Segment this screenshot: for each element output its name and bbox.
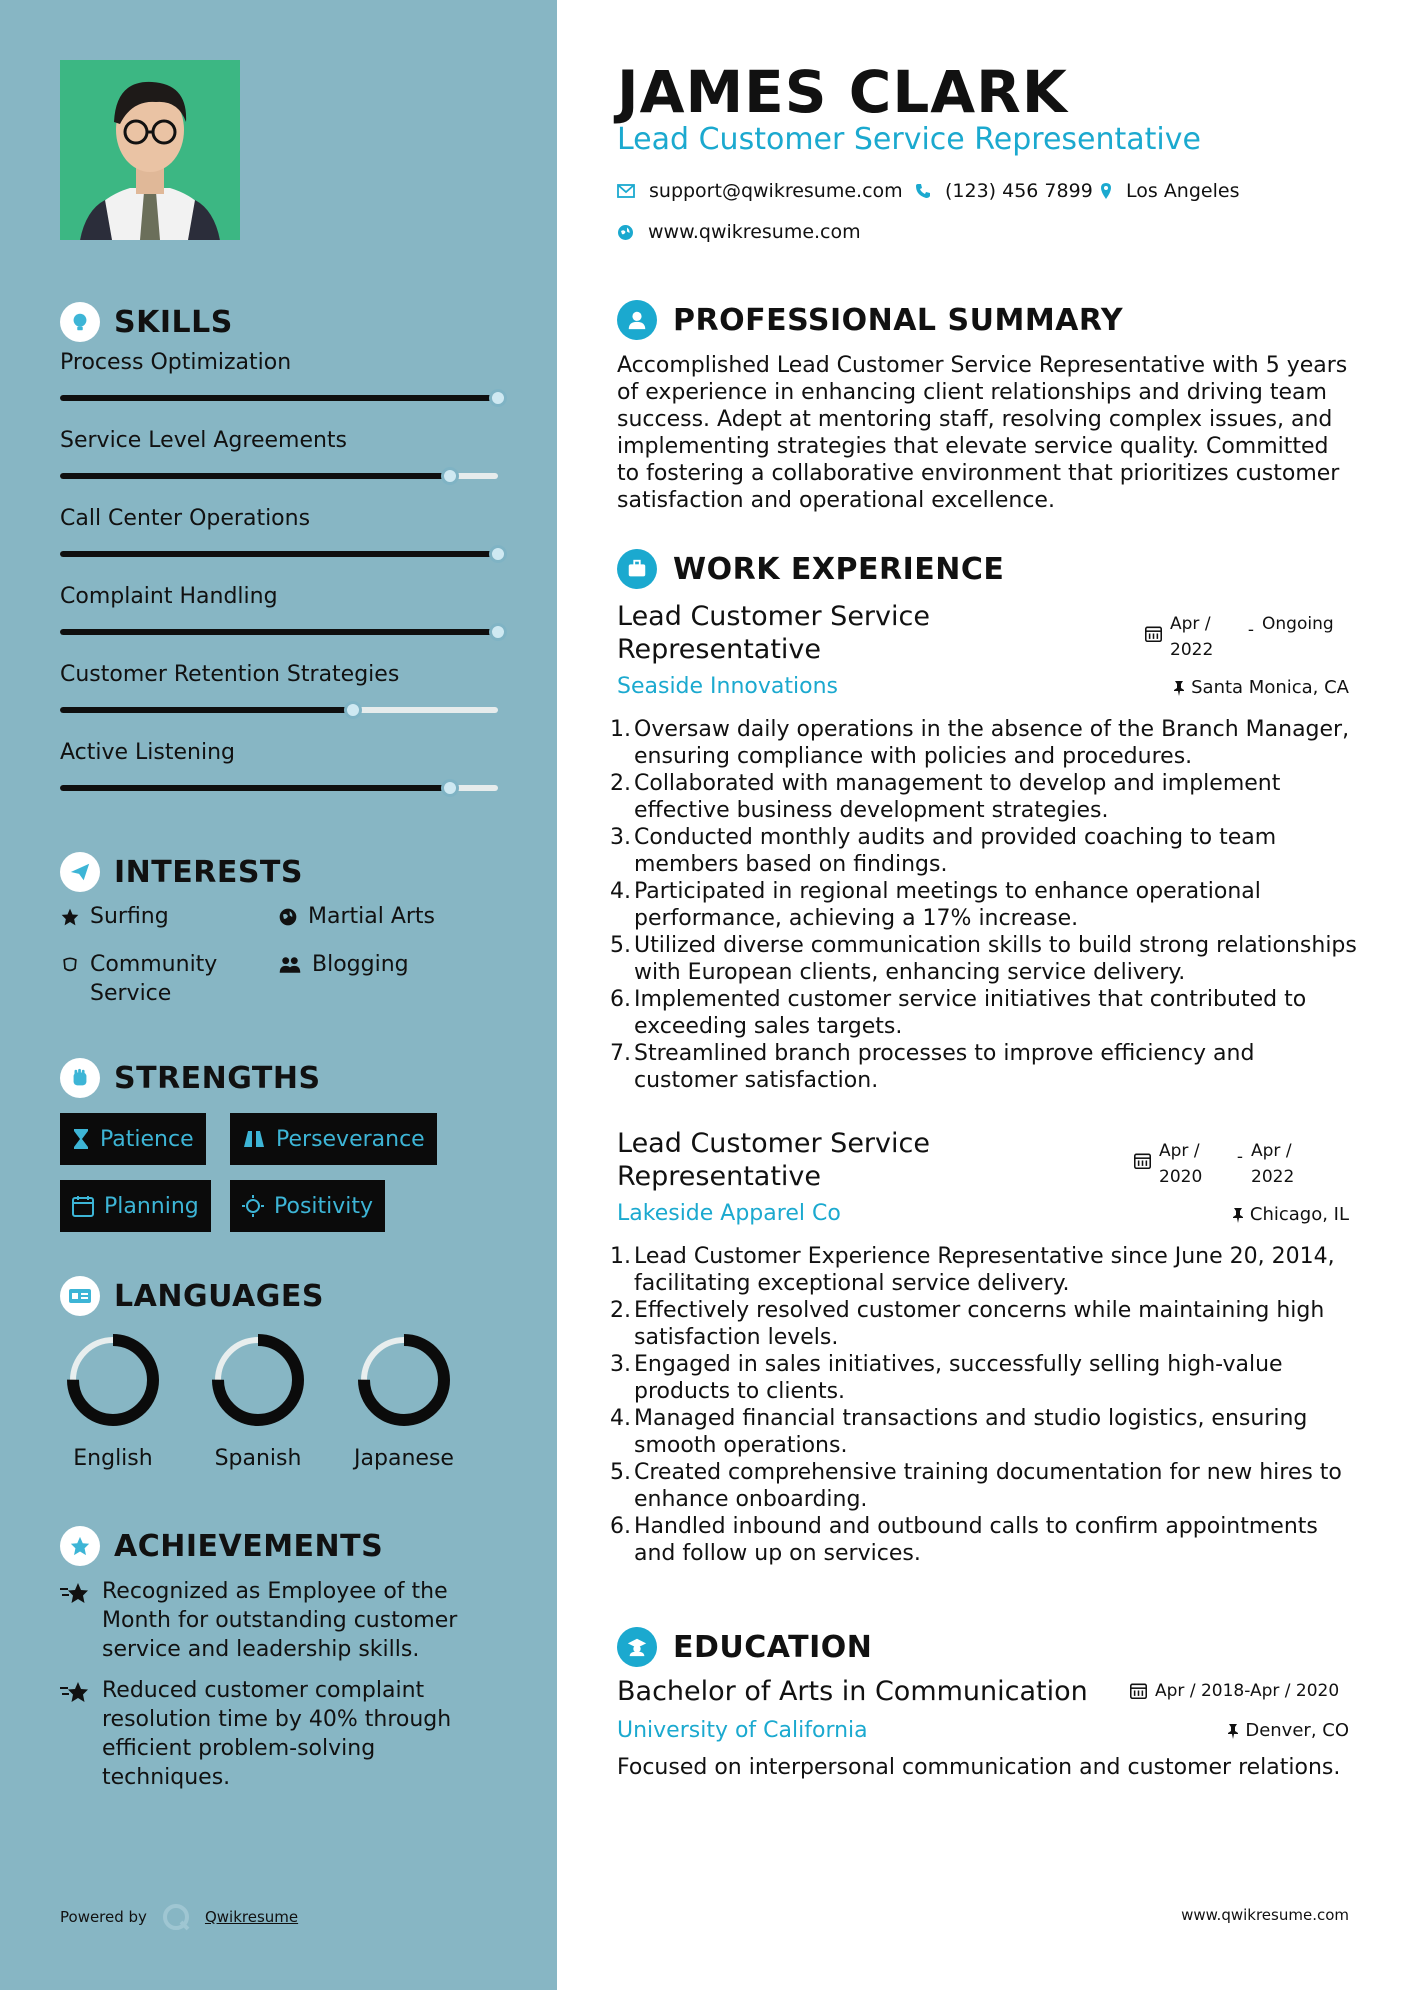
interest-label: Martial Arts bbox=[308, 904, 436, 929]
footer-url[interactable]: www.qwikresume.com bbox=[1181, 1906, 1349, 1924]
location-text: Los Angeles bbox=[1126, 180, 1240, 202]
pushpin-icon bbox=[1173, 680, 1185, 696]
job-bullet: 2. Collaborated with management to develop and implement effective business development strategies. bbox=[610, 771, 1281, 823]
skill-bar-knob bbox=[441, 467, 459, 485]
strength-chip bbox=[230, 1113, 437, 1165]
skill-bar-fill bbox=[60, 707, 353, 713]
phone-text: (123) 456 7899 bbox=[945, 180, 1093, 202]
job-bullet: 4. Participated in regional meetings to enhance operational performance, achieving a 17% increase. bbox=[610, 879, 1261, 931]
job-end: Ongoing bbox=[1262, 614, 1334, 634]
job-location bbox=[1232, 1204, 1349, 1225]
user-icon bbox=[617, 300, 657, 340]
education-location bbox=[1227, 1720, 1349, 1741]
calendar-icon bbox=[72, 1195, 94, 1217]
skill-bar-knob bbox=[441, 779, 459, 797]
skill-bar bbox=[60, 473, 498, 479]
powered-by-label: Powered by bbox=[60, 1908, 147, 1926]
summary-title: PROFESSIONAL SUMMARY bbox=[673, 302, 1124, 338]
company-name: Seaside Innovations bbox=[617, 674, 838, 699]
interests-heading bbox=[60, 852, 303, 892]
strength-label: Patience bbox=[100, 1126, 194, 1152]
interest-item bbox=[60, 950, 240, 1008]
pushpin-icon bbox=[1232, 1207, 1244, 1223]
school-name: University of California bbox=[617, 1718, 868, 1743]
job-bullet: 4. Managed financial transactions and studio logistics, ensuring smooth operations. bbox=[610, 1406, 1308, 1458]
email-text[interactable]: support@qwikresume.com bbox=[649, 180, 903, 202]
interest-item bbox=[60, 902, 169, 931]
paper-plane-icon bbox=[60, 852, 100, 892]
sun-icon bbox=[242, 1195, 264, 1217]
shooting-star-icon bbox=[60, 1581, 92, 1605]
language-label: English bbox=[73, 1446, 153, 1471]
job-bullet: 1. Oversaw daily operations in the absence of the Branch Manager, ensuring compliance with policies and procedures. bbox=[610, 717, 1350, 769]
contact-location bbox=[1100, 180, 1239, 202]
job-location bbox=[1173, 677, 1349, 698]
qwikresume-link[interactable]: Qwikresume bbox=[204, 1908, 299, 1926]
skill-label: Process Optimization bbox=[60, 350, 292, 375]
job-bullet: 5. Utilized diverse communication skills to build strong relationships with European clients, enhancing service delivery. bbox=[610, 933, 1357, 985]
star-badge-icon bbox=[60, 1526, 100, 1566]
company-name: Lakeside Apparel Co bbox=[617, 1201, 841, 1226]
education-description: Focused on interpersonal communication and customer relations. bbox=[617, 1755, 1341, 1780]
job-bullet: 5. Created comprehensive training documentation for new hires to enhance onboarding. bbox=[610, 1460, 1342, 1512]
skill-bar-fill bbox=[60, 473, 450, 479]
skill-bar-fill bbox=[60, 395, 498, 401]
job-bullets bbox=[610, 1243, 1360, 1567]
calendar-icon bbox=[1134, 1152, 1151, 1169]
skill-label: Service Level Agreements bbox=[60, 428, 348, 453]
job-bullet: 6. Handled inbound and outbound calls to confirm appointments and follow up on services. bbox=[610, 1514, 1318, 1566]
language-ring bbox=[354, 1330, 454, 1430]
skill-label: Customer Retention Strategies bbox=[60, 662, 400, 687]
job-bullet: 6. Implemented customer service initiatives that contributed to exceeding sales targets. bbox=[610, 987, 1307, 1039]
briefcase-icon bbox=[617, 549, 657, 589]
achievement-text: Recognized as Employee of the Month for outstanding customer service and leadership skills. bbox=[102, 1579, 458, 1662]
job-bullet: 3. Engaged in sales initiatives, successfully selling high-value products to clients. bbox=[610, 1352, 1283, 1404]
job-bullet: 7. Streamlined branch processes to improve efficiency and customer satisfaction. bbox=[610, 1041, 1255, 1093]
job-bullet: 2. Effectively resolved customer concerns while maintaining high satisfaction levels. bbox=[610, 1298, 1325, 1350]
calendar-icon bbox=[1145, 625, 1162, 642]
hand-icon bbox=[60, 955, 80, 975]
experience-title: WORK EXPERIENCE bbox=[673, 551, 1005, 587]
binoculars-icon bbox=[242, 1129, 266, 1149]
strength-label: Planning bbox=[104, 1193, 199, 1219]
skill-label: Call Center Operations bbox=[60, 506, 311, 531]
map-pin-icon bbox=[1100, 182, 1112, 200]
language-ring bbox=[208, 1330, 308, 1430]
job-start: Apr / 2020 bbox=[1159, 1141, 1203, 1187]
interest-label: Community Service bbox=[90, 952, 218, 1006]
achievement-item bbox=[60, 1676, 500, 1792]
education-location-text: Denver, CO bbox=[1245, 1720, 1349, 1741]
lightbulb-icon bbox=[60, 302, 100, 342]
language-ring bbox=[63, 1330, 163, 1430]
interests-title: INTERESTS bbox=[114, 854, 303, 890]
globe-icon bbox=[278, 907, 298, 927]
calendar-icon bbox=[1130, 1682, 1147, 1699]
users-icon bbox=[278, 955, 302, 975]
shooting-star-icon bbox=[60, 1680, 92, 1704]
education-dates-text: Apr / 2018-Apr / 2020 bbox=[1155, 1681, 1340, 1701]
job-location-text: Santa Monica, CA bbox=[1191, 677, 1349, 698]
interest-item bbox=[278, 950, 409, 979]
skills-heading bbox=[60, 302, 233, 342]
summary-text: Accomplished Lead Customer Service Representative with 5 years of experience in enhancing client relationships and driving team success. Adept at mentoring staff, resolving complex issues, and implementing strategies that elevate service quality. Committed to fostering a collaborative environment that prioritizes customer satisfaction and operational excellence. bbox=[617, 353, 1348, 513]
job-bullets bbox=[610, 716, 1360, 1094]
envelope-icon bbox=[617, 184, 635, 198]
education-title: EDUCATION bbox=[673, 1629, 873, 1665]
strength-chip bbox=[60, 1113, 206, 1165]
skill-bar bbox=[60, 785, 498, 791]
website-text[interactable]: www.qwikresume.com bbox=[648, 221, 861, 243]
qwikresume-logo-icon bbox=[161, 1902, 191, 1932]
skill-bar-knob bbox=[489, 623, 507, 641]
interest-label: Blogging bbox=[312, 952, 409, 977]
graduate-icon bbox=[617, 1627, 657, 1667]
skill-bar bbox=[60, 551, 498, 557]
skill-bar bbox=[60, 707, 498, 713]
strength-chip bbox=[60, 1180, 211, 1232]
job-location-text: Chicago, IL bbox=[1249, 1204, 1349, 1225]
job-start: Apr / 2022 bbox=[1170, 614, 1214, 660]
contact-phone bbox=[915, 180, 1093, 202]
job-dates: Apr / 2022 - Ongoing bbox=[1145, 611, 1334, 663]
degree-title: Bachelor of Arts in Communication bbox=[617, 1676, 1088, 1707]
contact-website bbox=[617, 221, 861, 243]
powered-by bbox=[60, 1902, 298, 1932]
strengths-heading bbox=[60, 1058, 321, 1098]
skill-bar-knob bbox=[344, 701, 362, 719]
skill-bar-fill bbox=[60, 551, 498, 557]
summary-heading bbox=[617, 300, 1123, 340]
candidate-name: JAMES CLARK bbox=[617, 58, 1068, 126]
education-dates bbox=[1130, 1678, 1339, 1704]
job-bullet: 3. Conducted monthly audits and provided coaching to team members based on findings. bbox=[610, 825, 1277, 877]
interest-label: Surfing bbox=[90, 904, 169, 929]
languages-title: LANGUAGES bbox=[114, 1278, 324, 1314]
skill-label: Complaint Handling bbox=[60, 584, 278, 609]
skills-title: SKILLS bbox=[114, 304, 233, 340]
achievement-item bbox=[60, 1577, 500, 1664]
job-end: Apr / 2022 bbox=[1251, 1141, 1295, 1187]
experience-heading bbox=[617, 549, 1004, 589]
profile-photo bbox=[60, 60, 240, 240]
achievement-text: Reduced customer complaint resolution time by 40% through efficient problem-solving techniques. bbox=[102, 1678, 452, 1790]
star-icon bbox=[60, 907, 80, 927]
achievements-title: ACHIEVEMENTS bbox=[114, 1528, 384, 1564]
phone-icon bbox=[915, 183, 931, 199]
job-title: Lead Customer Service Representative bbox=[617, 1128, 930, 1192]
skill-bar-fill bbox=[60, 785, 450, 791]
strengths-title: STRENGTHS bbox=[114, 1060, 321, 1096]
globe-icon bbox=[617, 224, 634, 241]
education-heading bbox=[617, 1627, 872, 1667]
job-bullet: 1. Lead Customer Experience Representative since June 20, 2014, facilitating exceptional service delivery. bbox=[610, 1244, 1335, 1296]
strength-label: Perseverance bbox=[276, 1126, 425, 1152]
hourglass-icon bbox=[72, 1128, 90, 1150]
skill-label: Active Listening bbox=[60, 740, 236, 765]
skill-bar-knob bbox=[489, 545, 507, 563]
skill-bar bbox=[60, 629, 498, 635]
job-title: Lead Customer Service Representative bbox=[617, 601, 930, 665]
achievements-heading bbox=[60, 1526, 383, 1566]
language-card-icon bbox=[60, 1276, 100, 1316]
job-dates: Apr / 2020 - Apr / 2022 bbox=[1134, 1138, 1311, 1190]
fist-icon bbox=[60, 1058, 100, 1098]
contact-email bbox=[617, 180, 903, 202]
interest-item bbox=[278, 902, 435, 931]
pushpin-icon bbox=[1227, 1723, 1239, 1739]
language-label: Japanese bbox=[354, 1446, 454, 1471]
strength-chip bbox=[230, 1180, 385, 1232]
candidate-role: Lead Customer Service Representative bbox=[617, 122, 1201, 157]
strength-label: Positivity bbox=[274, 1193, 374, 1219]
language-label: Spanish bbox=[214, 1446, 302, 1471]
languages-heading bbox=[60, 1276, 324, 1316]
skill-bar bbox=[60, 395, 498, 401]
skill-bar-fill bbox=[60, 629, 498, 635]
skill-bar-knob bbox=[489, 389, 507, 407]
